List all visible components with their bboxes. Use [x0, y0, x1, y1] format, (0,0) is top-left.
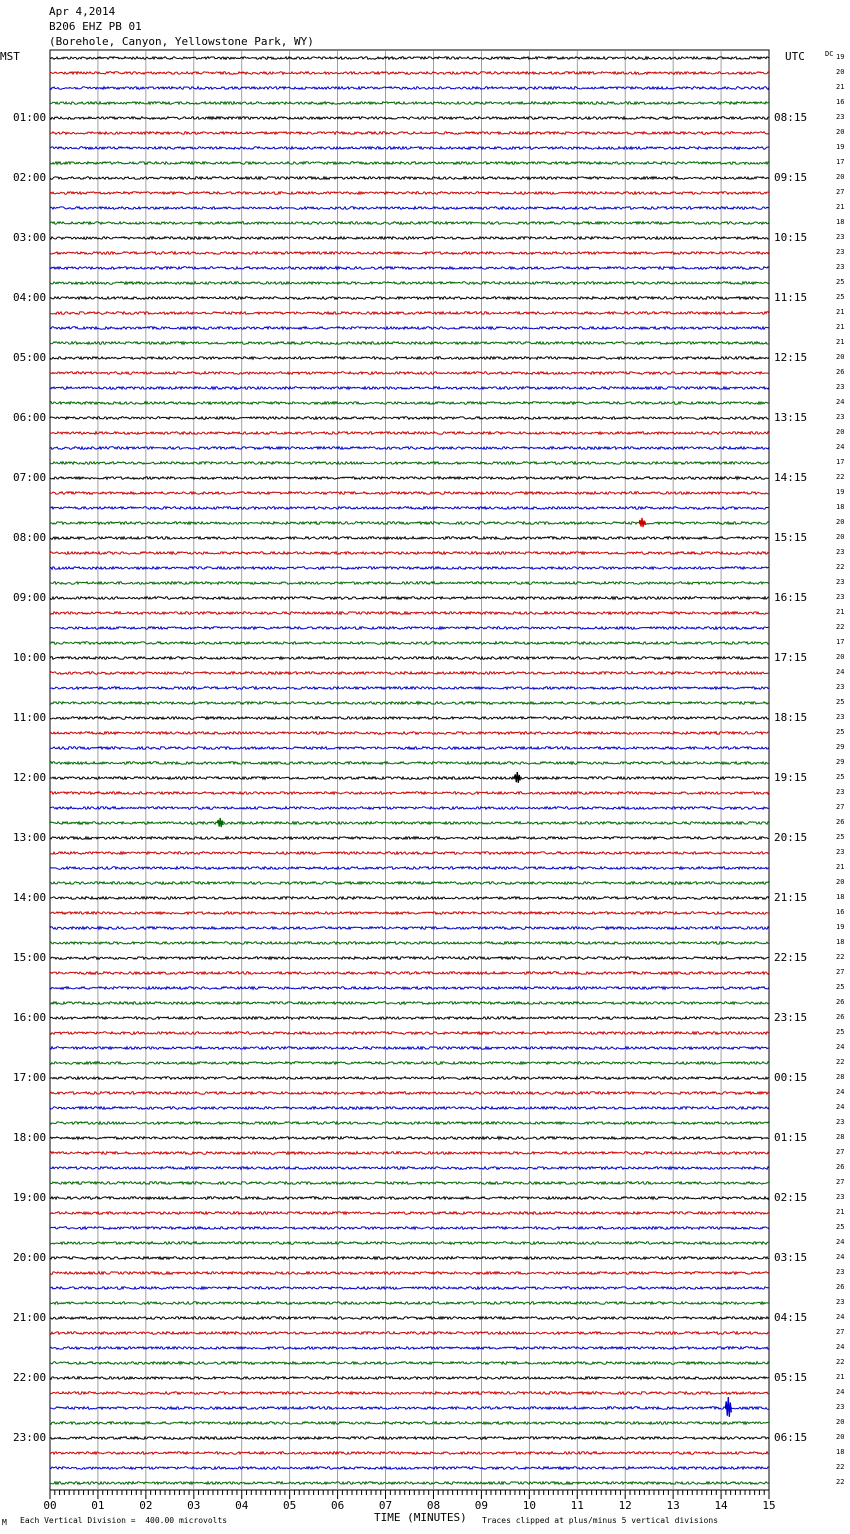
dc-offset-value: 21 — [836, 863, 845, 871]
seismic-trace — [50, 1047, 769, 1050]
dc-offset-value: 23 — [836, 578, 845, 586]
seismic-trace — [50, 822, 769, 825]
utc-hour-label: 14:15 — [774, 471, 808, 484]
plot-frame — [50, 50, 769, 1490]
dc-offset-value: 26 — [836, 1163, 845, 1171]
utc-hour-label: 18:15 — [774, 711, 808, 724]
seismic-trace — [50, 1272, 769, 1275]
dc-offset-value: 26 — [836, 818, 845, 826]
seismic-trace — [50, 102, 769, 105]
dc-offset-value: 26 — [836, 1013, 845, 1021]
x-tick-label: 06 — [330, 1499, 345, 1512]
utc-hour-label: 19:15 — [774, 771, 808, 784]
seismic-trace — [50, 1107, 769, 1110]
utc-hour-label: 12:15 — [774, 351, 808, 364]
dc-offset-value: 23 — [836, 383, 845, 391]
dc-offset-value: 19 — [836, 923, 845, 931]
mst-hour-label: 08:00 — [13, 531, 47, 544]
mst-hour-label: 05:00 — [13, 351, 47, 364]
dc-offset-value: 25 — [836, 1028, 845, 1036]
x-tick-label: 05 — [283, 1499, 297, 1512]
dc-offset-value: 22 — [836, 1058, 845, 1066]
dc-offset-value: 20 — [836, 1418, 845, 1426]
seismic-trace — [50, 1392, 769, 1395]
dc-offset-value: 20 — [836, 878, 845, 886]
seismic-trace — [50, 837, 769, 840]
seismic-trace — [50, 207, 769, 210]
seismic-trace — [50, 177, 769, 180]
dc-offset-value: 23 — [836, 548, 845, 556]
mst-hour-label: 07:00 — [13, 471, 47, 484]
seismic-trace — [50, 957, 769, 960]
seismic-trace — [50, 972, 769, 975]
dc-offset-value: 23 — [836, 1118, 845, 1126]
dc-offset-value: 23 — [836, 413, 845, 421]
dc-offset-value: 23 — [836, 233, 845, 241]
seismic-trace — [50, 1122, 769, 1125]
dc-offset-value: 24 — [836, 1103, 845, 1111]
utc-hour-label: 21:15 — [774, 891, 808, 904]
footer-left-mark: M — [2, 1518, 7, 1527]
dc-offset-value: 19 — [836, 488, 845, 496]
seismic-trace — [50, 657, 769, 660]
seismic-event — [639, 518, 645, 527]
dc-offset-value: 16 — [836, 98, 845, 106]
seismic-trace — [50, 537, 769, 540]
x-tick-label: 04 — [235, 1499, 249, 1512]
dc-offset-value: 23 — [836, 593, 845, 601]
dc-offset-value: 23 — [836, 248, 845, 256]
dc-offset-value: 25 — [836, 293, 845, 301]
seismic-trace — [50, 1257, 769, 1260]
dc-offset-value: 18 — [836, 218, 845, 226]
dc-offset-value: 21 — [836, 203, 845, 211]
seismic-trace — [50, 777, 769, 780]
dc-offset-value: 29 — [836, 743, 845, 751]
seismic-trace — [50, 762, 769, 765]
utc-hour-label: 06:15 — [774, 1431, 808, 1444]
mst-hour-label: 02:00 — [13, 171, 47, 184]
seismic-trace — [50, 342, 769, 345]
seismic-trace — [50, 282, 769, 285]
mst-hour-label: 04:00 — [13, 291, 47, 304]
dc-offset-value: 17 — [836, 638, 845, 646]
x-tick-label: 08 — [426, 1499, 441, 1512]
seismic-trace — [50, 492, 769, 495]
dc-offset-value: 23 — [836, 788, 845, 796]
seismic-trace — [50, 192, 769, 195]
dc-offset-value: 23 — [836, 1298, 845, 1306]
dc-offset-value: 27 — [836, 188, 845, 196]
seismic-trace — [50, 807, 769, 810]
seismic-trace — [50, 942, 769, 945]
seismic-trace — [50, 1407, 769, 1410]
dc-offset-value: 28 — [836, 1133, 845, 1141]
seismic-trace — [50, 462, 769, 465]
seismic-trace — [50, 447, 769, 450]
dc-offset-value: 17 — [836, 158, 845, 166]
mst-hour-label: 15:00 — [13, 951, 47, 964]
dc-offset-value: 24 — [836, 1388, 845, 1396]
dc-offset-value: 25 — [836, 728, 845, 736]
dc-offset-value: 22 — [836, 1463, 845, 1471]
x-tick-label: 11 — [570, 1499, 584, 1512]
dc-offset-value: 21 — [836, 1373, 845, 1381]
utc-hour-label: 03:15 — [774, 1251, 808, 1264]
dc-offset-value: 25 — [836, 773, 845, 781]
mst-hour-label: 03:00 — [13, 231, 47, 244]
mst-hour-label: 18:00 — [13, 1131, 47, 1144]
seismic-trace — [50, 147, 769, 150]
seismic-trace — [50, 897, 769, 900]
seismic-trace — [50, 1302, 769, 1305]
dc-offset-value: 20 — [836, 518, 845, 526]
seismic-trace — [50, 1242, 769, 1245]
dc-offset-value: 22 — [836, 1358, 845, 1366]
dc-offset-value: 20 — [836, 1433, 845, 1441]
dc-offset-value: 17 — [836, 458, 845, 466]
seismic-trace — [50, 1062, 769, 1065]
mst-hour-label: 22:00 — [13, 1371, 47, 1384]
seismic-trace — [50, 327, 769, 330]
dc-offset-value: 27 — [836, 1178, 845, 1186]
dc-offset-value: 24 — [836, 398, 845, 406]
seismic-trace — [50, 582, 769, 585]
seismic-trace — [50, 522, 769, 525]
seismic-trace — [50, 312, 769, 315]
dc-offset-value: 23 — [836, 1193, 845, 1201]
seismic-trace — [50, 432, 769, 435]
seismic-trace — [50, 1437, 769, 1440]
seismic-trace — [50, 1197, 769, 1200]
x-tick-label: 15 — [762, 1499, 776, 1512]
seismic-trace — [50, 117, 769, 120]
mst-hour-label: 11:00 — [13, 711, 47, 724]
mst-hour-label: 20:00 — [13, 1251, 47, 1264]
dc-offset-value: 21 — [836, 308, 845, 316]
seismic-trace — [50, 1347, 769, 1350]
dc-offset-value: 25 — [836, 698, 845, 706]
scale-note: Each Vertical Division = 400.00 microvolts — [20, 1516, 228, 1525]
seismic-trace — [50, 612, 769, 615]
seismic-trace — [50, 747, 769, 750]
dc-offset-value: 24 — [836, 1343, 845, 1351]
right-timezone-label: UTC — [785, 50, 805, 63]
x-tick-label: 14 — [714, 1499, 728, 1512]
dc-offset-value: 20 — [836, 533, 845, 541]
dc-offset-value: 23 — [836, 263, 845, 271]
seismic-trace — [50, 1482, 769, 1485]
seismic-trace — [50, 267, 769, 270]
dc-offset-value: 21 — [836, 338, 845, 346]
dc-offset-value: 23 — [836, 1268, 845, 1276]
seismic-trace — [50, 1032, 769, 1035]
utc-hour-label: 13:15 — [774, 411, 808, 424]
dc-offset-value: 18 — [836, 1448, 845, 1456]
dc-offset-value: 23 — [836, 713, 845, 721]
x-tick-label: 03 — [187, 1499, 201, 1512]
seismic-trace — [50, 867, 769, 870]
seismic-trace — [50, 1182, 769, 1185]
station-location: (Borehole, Canyon, Yellowstone Park, WY) — [49, 35, 314, 48]
dc-offset-value: 19 — [836, 53, 845, 61]
dc-offset-value: 25 — [836, 983, 845, 991]
dc-offset-value: 20 — [836, 128, 845, 136]
mst-hour-label: 17:00 — [13, 1071, 47, 1084]
mst-hour-label: 14:00 — [13, 891, 47, 904]
seismic-trace — [50, 717, 769, 720]
utc-hour-label: 09:15 — [774, 171, 808, 184]
dc-offset-value: 20 — [836, 653, 845, 661]
x-tick-label: 13 — [666, 1499, 680, 1512]
seismic-trace — [50, 132, 769, 135]
dc-offset-value: 18 — [836, 893, 845, 901]
plot-date: Apr 4,2014 — [49, 5, 116, 18]
seismic-trace — [50, 927, 769, 930]
seismic-trace — [50, 597, 769, 600]
dc-offset-value: 23 — [836, 683, 845, 691]
seismic-event — [514, 772, 520, 783]
left-timezone-label: MST — [0, 50, 20, 63]
x-axis-title: TIME (MINUTES) — [374, 1511, 467, 1524]
dc-offset-value: 26 — [836, 368, 845, 376]
seismic-trace — [50, 987, 769, 990]
clip-note: Traces clipped at plus/minus 5 vertical divisions — [482, 1516, 719, 1525]
x-tick-label: 10 — [522, 1499, 536, 1512]
dc-offset-value: 18 — [836, 503, 845, 511]
seismic-trace — [50, 252, 769, 255]
seismic-trace — [50, 1137, 769, 1140]
utc-hour-label: 22:15 — [774, 951, 808, 964]
seismic-trace — [50, 1212, 769, 1215]
dc-offset-value: 27 — [836, 968, 845, 976]
mst-hour-label: 16:00 — [13, 1011, 47, 1024]
seismic-event — [217, 818, 223, 827]
dc-offset-value: 24 — [836, 1238, 845, 1246]
seismic-trace — [50, 72, 769, 75]
utc-hour-label: 05:15 — [774, 1371, 808, 1384]
utc-hour-label: 02:15 — [774, 1191, 808, 1204]
dc-offset-value: 20 — [836, 68, 845, 76]
dc-offset-value: 25 — [836, 278, 845, 286]
dc-offset-value: 22 — [836, 953, 845, 961]
x-tick-label: 02 — [139, 1499, 153, 1512]
mst-hour-label: 01:00 — [13, 111, 47, 124]
seismic-trace — [50, 87, 769, 90]
dc-offset-value: 16 — [836, 908, 845, 916]
seismic-trace — [50, 1227, 769, 1230]
seismic-trace — [50, 1152, 769, 1155]
seismic-trace — [50, 552, 769, 555]
seismic-trace — [50, 567, 769, 570]
seismic-trace — [50, 162, 769, 165]
dc-offset-value: 20 — [836, 173, 845, 181]
seismic-trace — [50, 507, 769, 510]
dc-offset-value: 24 — [836, 443, 845, 451]
utc-hour-label: 23:15 — [774, 1011, 808, 1024]
x-tick-label: 07 — [378, 1499, 393, 1512]
utc-hour-label: 11:15 — [774, 291, 808, 304]
dc-offset-value: 19 — [836, 143, 845, 151]
seismic-trace — [50, 1332, 769, 1335]
dc-offset-value: 22 — [836, 473, 845, 481]
seismic-trace — [50, 1467, 769, 1470]
seismic-trace — [50, 477, 769, 480]
dc-offset-value: 22 — [836, 623, 845, 631]
seismic-trace — [50, 237, 769, 240]
mst-hour-label: 19:00 — [13, 1191, 47, 1204]
seismic-trace — [50, 417, 769, 420]
seismic-trace — [50, 792, 769, 795]
dc-offset-value: 20 — [836, 428, 845, 436]
dc-offset-value: 27 — [836, 803, 845, 811]
x-tick-label: 01 — [91, 1499, 105, 1512]
mst-hour-label: 21:00 — [13, 1311, 47, 1324]
seismic-trace — [50, 702, 769, 705]
seismic-trace — [50, 1077, 769, 1080]
seismic-trace — [50, 1092, 769, 1095]
seismic-trace — [50, 1002, 769, 1005]
seismic-trace — [50, 1317, 769, 1320]
dc-offset-value: 28 — [836, 1073, 845, 1081]
dc-offset-value: 18 — [836, 938, 845, 946]
seismic-trace — [50, 852, 769, 855]
dc-offset-value: 24 — [836, 1043, 845, 1051]
utc-hour-label: 04:15 — [774, 1311, 808, 1324]
utc-hour-label: 10:15 — [774, 231, 808, 244]
utc-hour-label: 20:15 — [774, 831, 808, 844]
mst-hour-label: 10:00 — [13, 651, 47, 664]
utc-hour-label: 15:15 — [774, 531, 808, 544]
dc-offset-value: 25 — [836, 1223, 845, 1231]
seismic-trace — [50, 672, 769, 675]
x-tick-label: 12 — [618, 1499, 632, 1512]
seismic-trace — [50, 912, 769, 915]
dc-offset-value: 29 — [836, 758, 845, 766]
mst-hour-label: 09:00 — [13, 591, 47, 604]
seismic-event — [725, 1397, 731, 1417]
dc-offset-value: 22 — [836, 1478, 845, 1486]
utc-hour-label: 17:15 — [774, 651, 808, 664]
x-tick-label: 00 — [43, 1499, 57, 1512]
station-code: B206 EHZ PB 01 — [49, 20, 142, 33]
dc-offset-value: 24 — [836, 1313, 845, 1321]
seismic-trace — [50, 402, 769, 405]
dc-offset-value: 21 — [836, 608, 845, 616]
dc-offset-value: 27 — [836, 1148, 845, 1156]
dc-offset-value: 23 — [836, 113, 845, 121]
mst-hour-label: 23:00 — [13, 1431, 47, 1444]
seismic-trace — [50, 222, 769, 225]
seismic-trace — [50, 297, 769, 300]
dc-offset-value: 24 — [836, 668, 845, 676]
dc-offset-value: 26 — [836, 1283, 845, 1291]
dc-header-label: DC — [825, 50, 834, 58]
seismic-trace — [50, 1362, 769, 1365]
seismic-trace — [50, 357, 769, 360]
dc-offset-value: 24 — [836, 1088, 845, 1096]
seismic-trace — [50, 1422, 769, 1425]
seismic-trace — [50, 642, 769, 645]
seismic-trace — [50, 1287, 769, 1290]
utc-hour-label: 16:15 — [774, 591, 808, 604]
x-tick-label: 09 — [474, 1499, 489, 1512]
dc-offset-value: 22 — [836, 563, 845, 571]
seismic-trace — [50, 1167, 769, 1170]
seismic-trace — [50, 732, 769, 735]
dc-offset-value: 21 — [836, 323, 845, 331]
utc-hour-label: 00:15 — [774, 1071, 808, 1084]
seismic-trace — [50, 372, 769, 375]
utc-hour-label: 01:15 — [774, 1131, 808, 1144]
dc-offset-value: 21 — [836, 1208, 845, 1216]
dc-offset-value: 20 — [836, 353, 845, 361]
seismic-trace — [50, 1017, 769, 1020]
utc-hour-label: 08:15 — [774, 111, 808, 124]
seismic-trace — [50, 57, 769, 60]
dc-offset-value: 26 — [836, 998, 845, 1006]
mst-hour-label: 13:00 — [13, 831, 47, 844]
seismic-trace — [50, 1377, 769, 1380]
seismic-trace — [50, 687, 769, 690]
seismic-trace — [50, 882, 769, 885]
seismic-trace — [50, 627, 769, 630]
mst-hour-label: 06:00 — [13, 411, 47, 424]
dc-offset-value: 23 — [836, 848, 845, 856]
seismic-trace — [50, 1452, 769, 1455]
dc-offset-value: 27 — [836, 1328, 845, 1336]
dc-offset-value: 25 — [836, 833, 845, 841]
dc-offset-value: 24 — [836, 1253, 845, 1261]
dc-offset-value: 23 — [836, 1403, 845, 1411]
seismic-trace — [50, 387, 769, 390]
dc-offset-value: 21 — [836, 83, 845, 91]
mst-hour-label: 12:00 — [13, 771, 47, 784]
